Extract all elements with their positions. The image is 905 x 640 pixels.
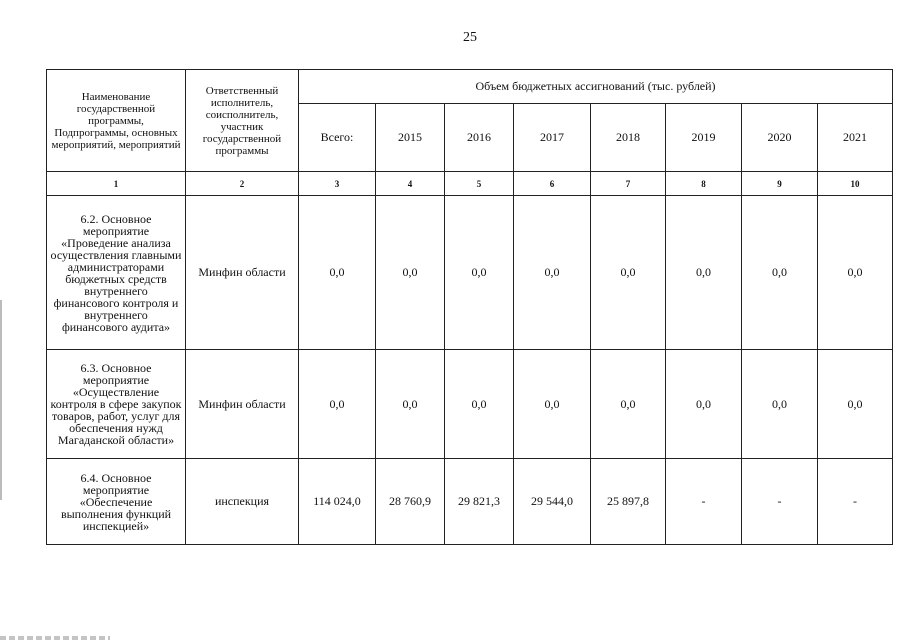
column-number: 9	[742, 172, 818, 196]
value-2019: 0,0	[666, 350, 742, 459]
column-number: 5	[445, 172, 514, 196]
value-2017: 0,0	[514, 196, 591, 350]
activity-name: 6.3. Основное мероприятие «Осуществление контроля в сфере закупок товаров, работ, услуг для обеспечения нужд Магаданской области»	[47, 350, 186, 459]
value-2018: 25 897,8	[591, 459, 666, 545]
budget-table	[46, 69, 893, 545]
value-total: 114 024,0	[299, 459, 376, 545]
value-2016: 29 821,3	[445, 459, 514, 545]
table-row	[47, 350, 893, 459]
header-year-2019: 2019	[666, 104, 742, 172]
column-number: 10	[818, 172, 893, 196]
value-2021: 0,0	[818, 196, 893, 350]
header-year-2015: 2015	[376, 104, 445, 172]
header-year-2016: 2016	[445, 104, 514, 172]
value-2016: 0,0	[445, 350, 514, 459]
header-name: Наименование государственной программы, Подпрограммы, основных мероприятий, мероприятий	[47, 70, 186, 172]
header-year-2020: 2020	[742, 104, 818, 172]
value-2017: 29 544,0	[514, 459, 591, 545]
responsible-executor: Минфин области	[186, 196, 299, 350]
responsible-executor: Минфин области	[186, 350, 299, 459]
value-total: 0,0	[299, 350, 376, 459]
column-number: 2	[186, 172, 299, 196]
value-2020: -	[742, 459, 818, 545]
value-2015: 0,0	[376, 350, 445, 459]
table-row	[47, 459, 893, 545]
scan-edge-mark	[0, 300, 2, 500]
header-total: Всего:	[299, 104, 376, 172]
value-2021: -	[818, 459, 893, 545]
activity-name: 6.2. Основное мероприятие «Проведение анализа осуществления главными администраторами бюджетных средств внутреннего финансового контроля и внутреннего финансового аудита»	[47, 196, 186, 350]
header-responsible: Ответственный исполнитель, соисполнитель, участник государственной программы	[186, 70, 299, 172]
column-number: 3	[299, 172, 376, 196]
header-year-2017: 2017	[514, 104, 591, 172]
value-2019: 0,0	[666, 196, 742, 350]
value-2015: 0,0	[376, 196, 445, 350]
header-budget: Объем бюджетных ассигнований (тыс. рублей)	[299, 70, 893, 104]
value-2021: 0,0	[818, 350, 893, 459]
header-year-2018: 2018	[591, 104, 666, 172]
value-total: 0,0	[299, 196, 376, 350]
responsible-executor: инспекция	[186, 459, 299, 545]
value-2018: 0,0	[591, 196, 666, 350]
value-2020: 0,0	[742, 350, 818, 459]
column-number: 4	[376, 172, 445, 196]
column-number: 6	[514, 172, 591, 196]
column-number-row	[47, 172, 893, 196]
value-2019: -	[666, 459, 742, 545]
value-2018: 0,0	[591, 350, 666, 459]
page-number: 25	[463, 30, 477, 45]
value-2015: 28 760,9	[376, 459, 445, 545]
value-2016: 0,0	[445, 196, 514, 350]
activity-name: 6.4. Основное мероприятие «Обеспечение выполнения функций инспекцией»	[47, 459, 186, 545]
table-row	[47, 196, 893, 350]
value-2017: 0,0	[514, 350, 591, 459]
scan-bottom-mark	[0, 636, 110, 640]
value-2020: 0,0	[742, 196, 818, 350]
column-number: 7	[591, 172, 666, 196]
column-number: 1	[47, 172, 186, 196]
column-number: 8	[666, 172, 742, 196]
header-year-2021: 2021	[818, 104, 893, 172]
